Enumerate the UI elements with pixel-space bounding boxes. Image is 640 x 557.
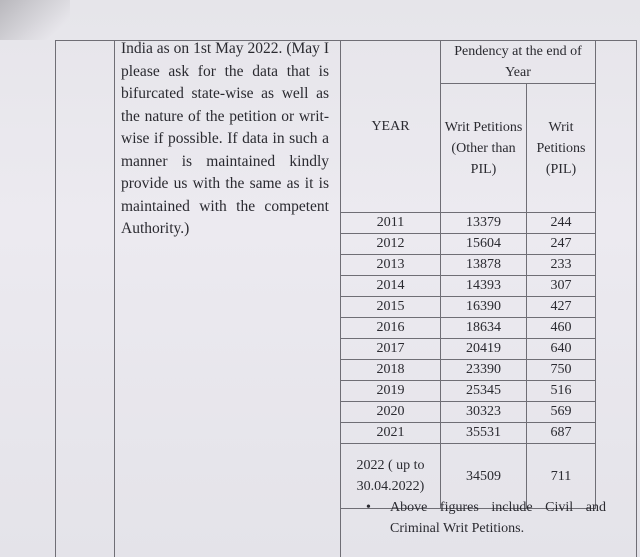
- writ-other-cell: 18634: [441, 318, 527, 339]
- writ-other-header: Writ Petitions (Other than PIL): [441, 84, 527, 213]
- information-request-text: India as on 1st May 2022. (May I please ask for the data that is bifurcated state-wise as well as the nature of the petition or writ-wise if possible. If data in such a manner is maintained kindly provide us with the same as it is maintained with the competent Authority.): [121, 40, 329, 237]
- year-cell: 2014: [341, 276, 441, 297]
- year-cell: 2012: [341, 234, 441, 255]
- table-row: [341, 360, 596, 381]
- year-cell: 2020: [341, 402, 441, 423]
- writ-pil-cell: 687: [527, 423, 596, 444]
- writ-pil-cell: 233: [527, 255, 596, 276]
- page-shadow: [0, 0, 70, 40]
- table-row: [341, 423, 596, 444]
- writ-other-cell: 15604: [441, 234, 527, 255]
- year-cell: 2021: [341, 423, 441, 444]
- table-row: [341, 318, 596, 339]
- table-row: [341, 402, 596, 423]
- table-row: [341, 381, 596, 402]
- bullet-icon: •: [366, 500, 371, 515]
- writ-other-cell: 14393: [441, 276, 527, 297]
- writ-pil-cell: 307: [527, 276, 596, 297]
- footnote: [366, 497, 606, 539]
- table-row: [341, 297, 596, 318]
- table-row: [341, 234, 596, 255]
- column-border-1: [55, 40, 56, 557]
- writ-pil-cell: 569: [527, 402, 596, 423]
- writ-other-cell: 35531: [441, 423, 527, 444]
- year-cell: 2011: [341, 213, 441, 234]
- writ-pil-cell: 750: [527, 360, 596, 381]
- year-cell: 2015: [341, 297, 441, 318]
- year-cell: 2018: [341, 360, 441, 381]
- writ-other-cell: 13878: [441, 255, 527, 276]
- column-border-4: [636, 40, 637, 557]
- table-row: [341, 255, 596, 276]
- writ-other-cell: 16390: [441, 297, 527, 318]
- writ-pil-cell: 427: [527, 297, 596, 318]
- year-cell: 2022 ( up to 30.04.2022): [341, 444, 441, 509]
- footnote-text: Above figures include Civil and Criminal Writ Petitions.: [390, 500, 606, 536]
- writ-other-cell: 20419: [441, 339, 527, 360]
- year-cell: 2013: [341, 255, 441, 276]
- writ-other-cell: 34509: [441, 444, 527, 509]
- writ-pil-cell: 711: [527, 444, 596, 509]
- pendency-table: [340, 40, 596, 509]
- table-row: [341, 339, 596, 360]
- writ-pil-cell: 460: [527, 318, 596, 339]
- writ-other-cell: 25345: [441, 381, 527, 402]
- writ-other-cell: 13379: [441, 213, 527, 234]
- year-cell: 2019: [341, 381, 441, 402]
- writ-pil-cell: 640: [527, 339, 596, 360]
- writ-pil-cell: 247: [527, 234, 596, 255]
- column-border-2: [114, 40, 115, 557]
- year-cell: 2016: [341, 318, 441, 339]
- year-cell: 2017: [341, 339, 441, 360]
- table-row: [341, 276, 596, 297]
- pendency-header: Pendency at the end of Year: [441, 41, 596, 84]
- writ-pil-header: Writ Petitions (PIL): [527, 84, 596, 213]
- writ-other-cell: 30323: [441, 402, 527, 423]
- writ-other-cell: 23390: [441, 360, 527, 381]
- year-header: YEAR: [341, 41, 441, 213]
- writ-pil-cell: 244: [527, 213, 596, 234]
- writ-pil-cell: 516: [527, 381, 596, 402]
- table-row: [341, 213, 596, 234]
